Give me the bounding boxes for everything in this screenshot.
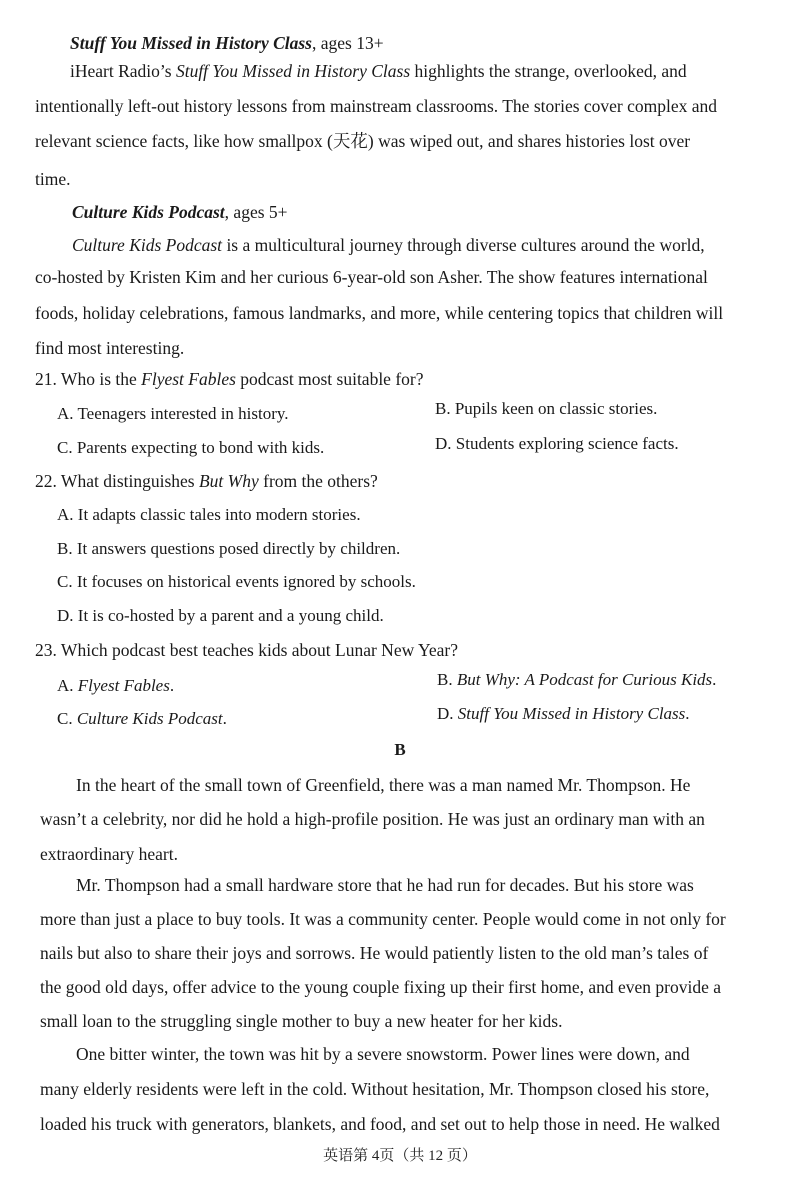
podcast-title: Culture Kids Podcast bbox=[72, 202, 225, 222]
paragraph-line: wasn’t a celebrity, nor did he hold a high-profile position. He was just an ordinary man with an bbox=[40, 809, 705, 829]
paragraph-line: In the heart of the small town of Greenfield, there was a man named Mr. Thompson. He bbox=[76, 775, 691, 795]
podcast-age: , ages 5+ bbox=[224, 202, 288, 222]
paragraph-line: One bitter winter, the town was hit by a severe snowstorm. Power lines were down, and bbox=[76, 1044, 690, 1064]
option-letter: B. bbox=[437, 670, 457, 689]
text-span: is a multicultural journey through diverse cultures around the world, bbox=[222, 235, 705, 255]
text-span: 21. Who is the bbox=[35, 369, 142, 389]
question-23-stem: 23. Which podcast best teaches kids about Lunar New Year? bbox=[35, 640, 458, 660]
text-span: podcast most suitable for? bbox=[235, 369, 424, 389]
option-text: Flyest Fables bbox=[77, 676, 170, 695]
paragraph-line: small loan to the struggling single mother to buy a new heater for her kids. bbox=[40, 1011, 563, 1031]
option-text: But Why: A Podcast for Curious Kids bbox=[456, 670, 713, 689]
podcast-heading-history bbox=[70, 32, 384, 54]
q22-option-b[interactable]: B. It answers questions posed directly by children. bbox=[57, 539, 401, 558]
option-tail: . bbox=[222, 709, 227, 728]
text-span: iHeart Radio’s bbox=[70, 61, 176, 81]
option-letter: D. bbox=[437, 704, 458, 723]
option-letter: A. bbox=[57, 676, 78, 695]
podcast-heading-culture bbox=[72, 201, 288, 223]
q23-option-a[interactable] bbox=[57, 675, 174, 697]
italic-title: Stuff You Missed in History Class bbox=[175, 61, 411, 81]
text-span: 22. What distinguishes bbox=[35, 471, 199, 491]
paragraph-line: intentionally left-out history lessons from mainstream classrooms. The stories cover complex and bbox=[35, 96, 718, 116]
paragraph-line: relevant science facts, like how smallpox (天花) was wiped out, and shares histories lost over bbox=[35, 131, 691, 151]
section-heading: B bbox=[394, 740, 406, 759]
q22-option-a[interactable]: A. It adapts classic tales into modern stories. bbox=[57, 505, 361, 524]
option-letter: C. bbox=[57, 709, 77, 728]
paragraph-line: foods, holiday celebrations, famous landmarks, and more, while centering topics that children will bbox=[35, 303, 724, 323]
option-tail: . bbox=[712, 670, 717, 689]
paragraph-line: time. bbox=[35, 169, 71, 189]
paragraph-line: nails but also to share their joys and sorrows. He would patiently listen to the old man’s tales of bbox=[40, 943, 709, 963]
paragraph-line bbox=[72, 234, 705, 256]
paragraph-line: loaded his truck with generators, blankets, and food, and set out to help those in need. He walked bbox=[40, 1114, 720, 1134]
paragraph-line: Mr. Thompson had a small hardware store that he had run for decades. But his store was bbox=[76, 875, 694, 895]
question-22-stem bbox=[35, 470, 378, 492]
italic-title: But Why bbox=[198, 471, 259, 491]
q21-option-b[interactable]: B. Pupils keen on classic stories. bbox=[435, 399, 658, 418]
q21-option-d[interactable]: D. Students exploring science facts. bbox=[435, 434, 679, 453]
text-span: from the others? bbox=[258, 471, 378, 491]
option-tail: . bbox=[169, 676, 175, 695]
italic-title: Culture Kids Podcast bbox=[72, 235, 223, 255]
paragraph-line: the good old days, offer advice to the young couple fixing up their first home, and even provide a bbox=[40, 977, 722, 997]
q23-option-d[interactable] bbox=[437, 703, 690, 725]
paragraph-line: more than just a place to buy tools. It was a community center. People would come in not only for bbox=[40, 909, 726, 929]
q21-option-c[interactable]: C. Parents expecting to bond with kids. bbox=[57, 438, 325, 457]
paragraph-line: find most interesting. bbox=[35, 338, 185, 358]
italic-title: Flyest Fables bbox=[141, 369, 236, 389]
podcast-age: , ages 13+ bbox=[312, 33, 384, 53]
paragraph-line: many elderly residents were left in the cold. Without hesitation, Mr. Thompson closed his store, bbox=[40, 1079, 710, 1099]
q23-option-b[interactable] bbox=[437, 669, 716, 691]
text-span: highlights the strange, overlooked, and bbox=[410, 61, 687, 81]
option-text: Culture Kids Podcast bbox=[76, 709, 223, 728]
paragraph-line: extraordinary heart. bbox=[40, 844, 178, 864]
podcast-title: Stuff You Missed in History Class bbox=[70, 33, 312, 53]
q21-option-a[interactable]: A. Teenagers interested in history. bbox=[57, 404, 289, 423]
paragraph-line: co-hosted by Kristen Kim and her curious 6-year-old son Asher. The show features international bbox=[35, 267, 708, 287]
page-footer: 英语第 4页（共 12 页） bbox=[323, 1148, 477, 1164]
q22-option-c[interactable]: C. It focuses on historical events ignored by schools. bbox=[57, 572, 416, 591]
option-tail: . bbox=[685, 704, 690, 723]
q22-option-d[interactable]: D. It is co-hosted by a parent and a young child. bbox=[57, 606, 384, 625]
q23-option-c[interactable] bbox=[57, 708, 227, 730]
paragraph-line bbox=[70, 60, 687, 82]
question-21-stem bbox=[35, 368, 424, 390]
option-text: Stuff You Missed in History Class bbox=[457, 704, 686, 723]
